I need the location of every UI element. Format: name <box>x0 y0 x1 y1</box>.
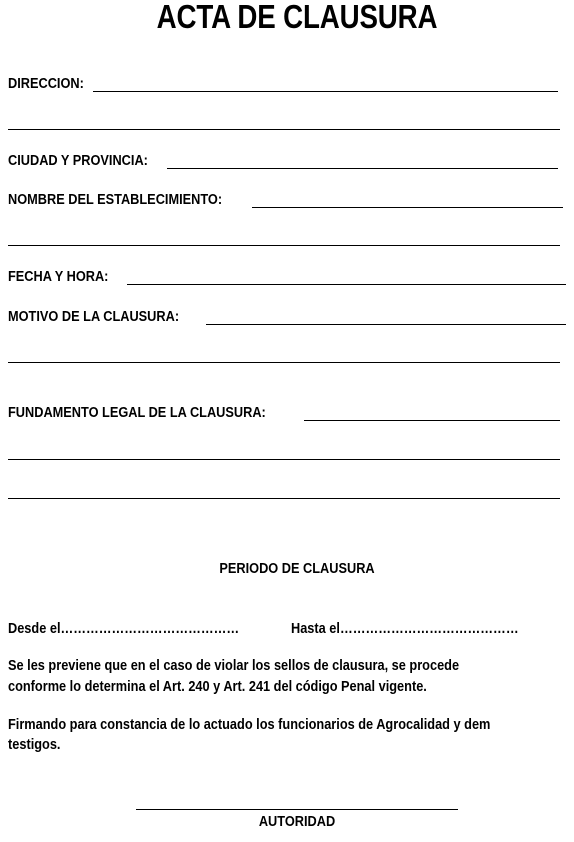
signing-paragraph-line-2: testigos. <box>8 737 61 753</box>
document-title: ACTA DE CLAUSURA <box>156 0 438 35</box>
direccion-label: DIRECCION: <box>8 76 84 92</box>
direccion-line-2[interactable] <box>8 129 560 130</box>
motivo-line-2[interactable] <box>8 362 560 363</box>
fundamento-line-3[interactable] <box>8 498 560 499</box>
fecha-label: FECHA Y HORA: <box>8 269 109 285</box>
fecha-line[interactable] <box>127 284 566 285</box>
periodo-heading: PERIODO DE CLAUSURA <box>219 561 375 577</box>
ciudad-line[interactable] <box>167 168 558 169</box>
fundamento-line[interactable] <box>304 420 560 421</box>
fundamento-label: FUNDAMENTO LEGAL DE LA CLAUSURA: <box>8 405 266 421</box>
fundamento-line-2[interactable] <box>8 459 560 460</box>
desde-field[interactable]: Desde el…………………………………… <box>8 621 240 637</box>
warning-paragraph-line-2: conforme lo determina el Art. 240 y Art. 241 del código Penal vigente. <box>8 679 427 695</box>
nombre-line-2[interactable] <box>8 245 560 246</box>
nombre-line[interactable] <box>252 207 563 208</box>
warning-paragraph-line-1: Se les previene que en el caso de violar los sellos de clausura, se procede <box>8 658 460 674</box>
hasta-field[interactable]: Hasta el…………………………………… <box>291 621 519 637</box>
direccion-line[interactable] <box>93 91 558 92</box>
ciudad-label: CIUDAD Y PROVINCIA: <box>8 153 148 169</box>
signature-line[interactable] <box>136 809 458 810</box>
motivo-line[interactable] <box>206 324 566 325</box>
signing-paragraph-line-1: Firmando para constancia de lo actuado los funcionarios de Agrocalidad y dem <box>8 717 491 733</box>
nombre-label: NOMBRE DEL ESTABLECIMIENTO: <box>8 192 223 208</box>
signature-label: AUTORIDAD <box>258 814 336 830</box>
motivo-label: MOTIVO DE LA CLAUSURA: <box>8 309 180 325</box>
